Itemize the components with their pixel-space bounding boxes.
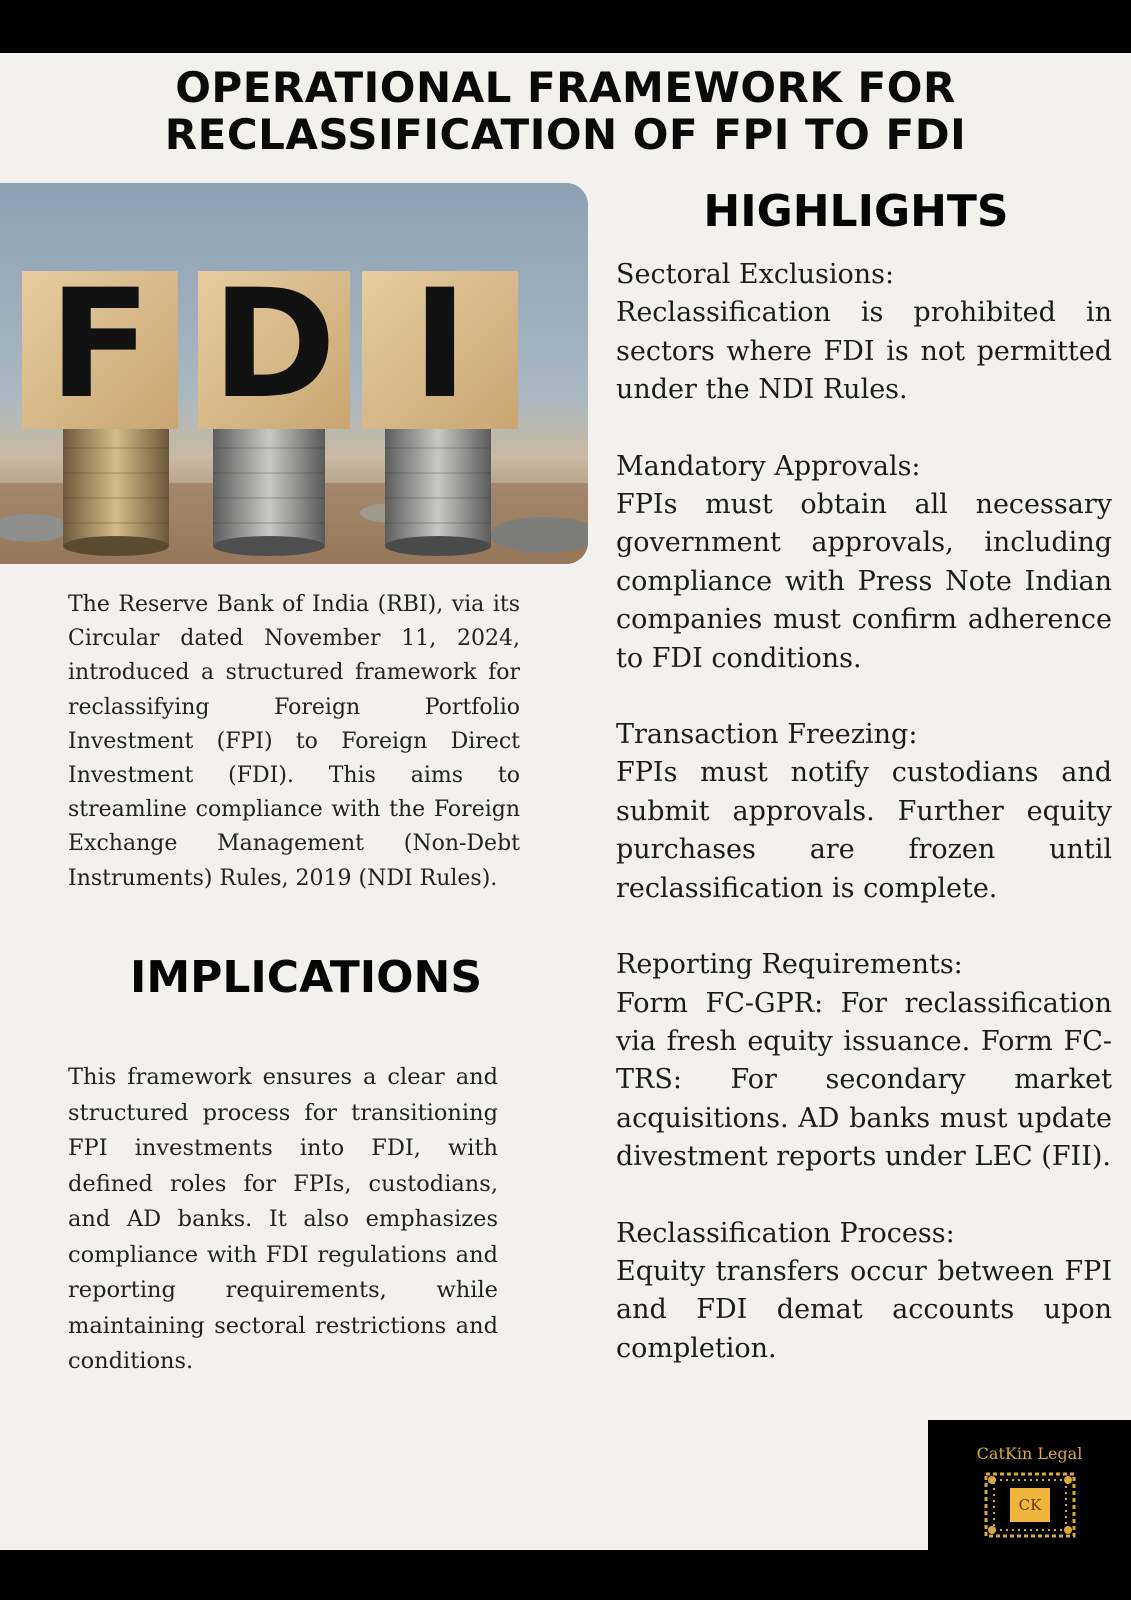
highlight-transaction-freezing xyxy=(616,716,1112,908)
highlights-list xyxy=(616,256,1112,1406)
page-title xyxy=(0,64,1131,158)
highlight-label: Mandatory Approvals: xyxy=(616,450,921,482)
highlight-text: FPIs must notify custodians and submit approvals. Further equity purchases are frozen until reclassification is complete. xyxy=(616,757,1112,904)
implications-heading: IMPLICATIONS xyxy=(129,952,483,1003)
intro-paragraph: The Reserve Bank of India (RBI), via its Circular dated November 11, 2024, introduced a structured framework for reclassifying Foreign Portfolio Investment (FPI) to Foreign Direct Investment (FDI). This aims to streamline compliance with the Foreign Exchange Management (Non-Debt Instruments) Rules, 2019 (NDI Rules). xyxy=(68,592,520,891)
ornament-frame-icon xyxy=(982,1470,1078,1540)
fdi-blocks-image xyxy=(0,183,588,564)
highlight-label: Transaction Freezing: xyxy=(616,719,918,751)
page-title-line-2: RECLASSIFICATION OF FPI TO FDI xyxy=(164,110,967,159)
highlight-reclassification-process xyxy=(616,1215,1112,1369)
highlight-mandatory-approvals xyxy=(616,448,1112,678)
letter-d: D xyxy=(211,258,337,432)
highlight-text: Form FC-GPR: For reclassification via fresh equity issuance. Form FC-TRS: For secondary market acquisitions. AD banks must update divestment reports under LEC (FII). xyxy=(616,987,1112,1173)
highlight-label: Reclassification Process: xyxy=(616,1217,955,1249)
highlight-label: Sectoral Exclusions: xyxy=(616,259,895,290)
highlight-sectoral-exclusions xyxy=(616,256,1112,410)
highlight-text: Equity transfers occur between FPI and FDI demat accounts upon completion. xyxy=(616,1255,1112,1364)
bottom-bar xyxy=(0,1550,1131,1600)
logo-name: CatKin Legal xyxy=(976,1444,1083,1463)
logo-monogram: CK xyxy=(1010,1488,1050,1522)
catkin-legal-logo xyxy=(928,1420,1131,1550)
fdi-blocks-illustration xyxy=(0,183,588,564)
letter-i: I xyxy=(412,258,468,432)
highlight-text: Reclassification is prohibited in sectors where FDI is not permitted under the NDI Rules. xyxy=(616,297,1112,406)
letter-f: F xyxy=(48,258,152,432)
highlight-reporting-requirements xyxy=(616,946,1112,1176)
highlight-text: FPIs must obtain all necessary government approvals, including compliance with Press Note Indian companies must confirm adherence to FDI conditions. xyxy=(616,489,1112,674)
page-title-line-1: OPERATIONAL FRAMEWORK FOR xyxy=(175,63,956,112)
highlight-label: Reporting Requirements: xyxy=(616,949,963,981)
top-bar xyxy=(0,0,1131,53)
highlights-heading: HIGHLIGHTS xyxy=(703,186,1009,237)
implications-paragraph: This framework ensures a clear and structured process for transitioning FPI investments into FDI, with defined roles for FPIs, custodians, and AD banks. It also emphasizes compliance with FDI regulations and reporting requirements, while maintaining sectoral restrictions and conditions. xyxy=(68,1064,498,1374)
